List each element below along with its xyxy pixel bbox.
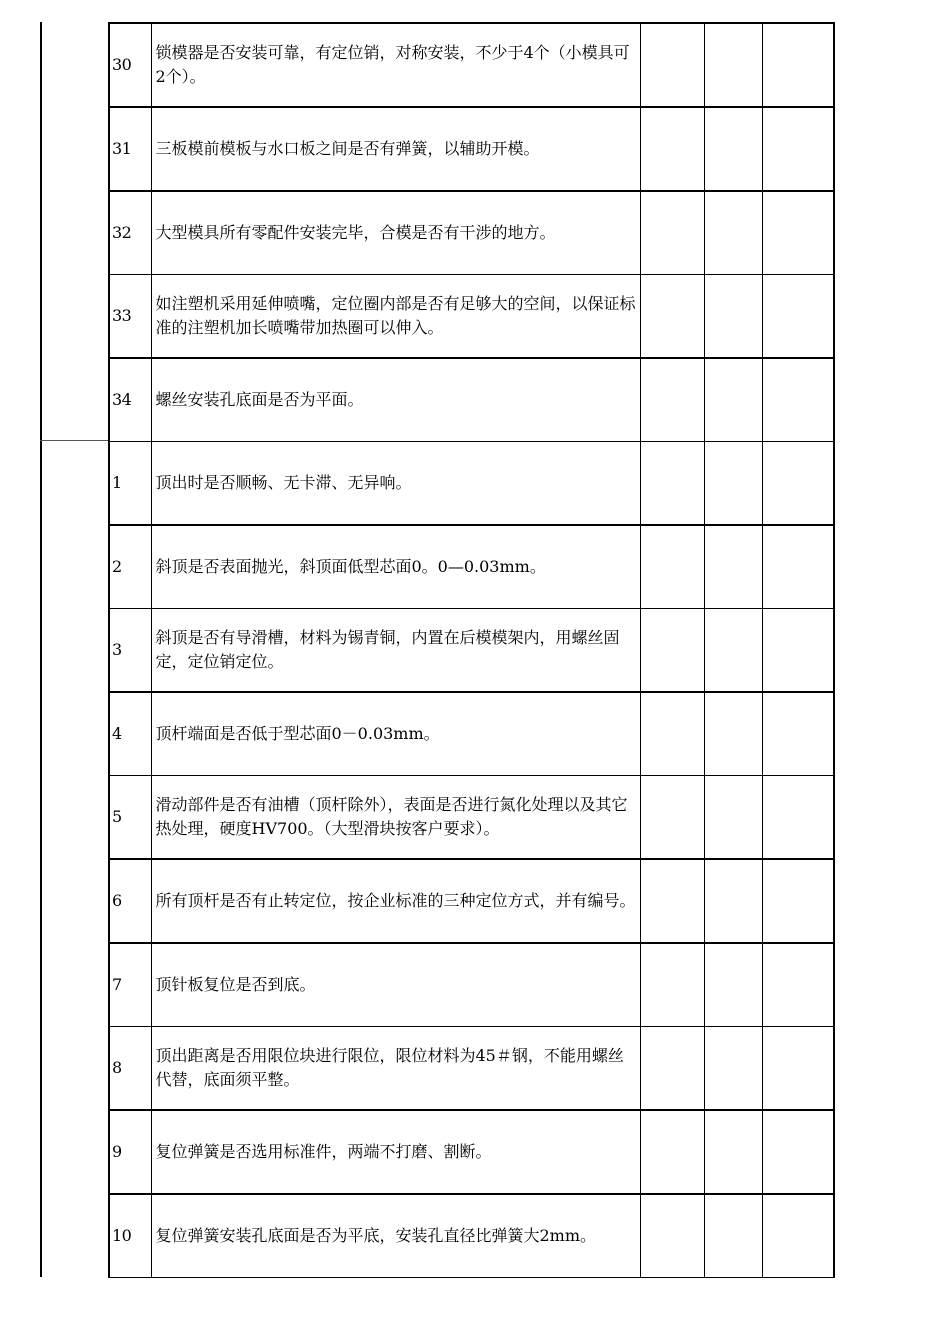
check-cell	[640, 692, 704, 776]
item-description-text: 复位弹簧是否选用标准件，两端不打磨、割断。	[155, 1142, 492, 1161]
check-cell	[762, 1194, 834, 1278]
item-description	[151, 358, 640, 442]
item-description-text: 如注塑机采用延伸喷嘴，定位圈内部是否有足够大的空间，以保证标准的注塑机加长喷嘴带加热圈可以伸入。	[155, 294, 636, 337]
check-cell	[762, 275, 834, 359]
check-cell	[762, 776, 834, 860]
check-cell	[640, 1110, 704, 1194]
section-divider	[40, 440, 110, 441]
item-description	[151, 275, 640, 359]
item-description	[151, 943, 640, 1027]
item-description-text: 顶出距离是否用限位块进行限位，限位材料为45＃钢，不能用螺丝代替，底面须平整。	[155, 1046, 624, 1089]
table-row	[109, 1194, 834, 1278]
check-cell	[762, 943, 834, 1027]
item-description	[151, 107, 640, 191]
item-description-text: 复位弹簧安装孔底面是否为平底，安装孔直径比弹簧大2mm。	[155, 1226, 597, 1245]
check-cell	[762, 1027, 834, 1111]
table-row	[109, 692, 834, 776]
table-row	[109, 1027, 834, 1111]
item-number: 32	[109, 191, 151, 275]
table-row	[109, 525, 834, 609]
check-cell	[762, 525, 834, 609]
item-number: 34	[109, 358, 151, 442]
check-cell	[704, 609, 762, 693]
item-number: 8	[109, 1027, 151, 1111]
item-description	[151, 23, 640, 107]
item-description-text: 螺丝安装孔底面是否为平面。	[155, 390, 364, 409]
item-description	[151, 442, 640, 526]
check-cell	[762, 23, 834, 107]
item-description-text: 滑动部件是否有油槽（顶杆除外），表面是否进行氮化处理以及其它热处理，硬度HV700。（大型滑块按客户要求）。	[155, 795, 628, 838]
item-description	[151, 859, 640, 943]
check-cell	[762, 358, 834, 442]
item-description	[151, 191, 640, 275]
check-cell	[762, 859, 834, 943]
item-description-text: 所有顶杆是否有止转定位，按企业标准的三种定位方式，并有编号。	[155, 891, 636, 910]
check-cell	[640, 442, 704, 526]
check-cell	[704, 776, 762, 860]
check-cell	[762, 191, 834, 275]
check-cell	[704, 859, 762, 943]
item-number: 9	[109, 1110, 151, 1194]
table-row	[109, 191, 834, 275]
item-description-text: 斜顶是否表面抛光，斜顶面低型芯面0。0—0.03mm。	[155, 557, 546, 576]
item-number: 30	[109, 23, 151, 107]
check-cell	[762, 442, 834, 526]
table-row	[109, 1110, 834, 1194]
inspection-checklist-table	[108, 22, 835, 1278]
check-cell	[704, 1110, 762, 1194]
item-number: 33	[109, 275, 151, 359]
check-cell	[762, 692, 834, 776]
check-cell	[640, 275, 704, 359]
item-description	[151, 525, 640, 609]
item-number: 10	[109, 1194, 151, 1278]
check-cell	[704, 275, 762, 359]
check-cell	[640, 776, 704, 860]
table-row	[109, 776, 834, 860]
check-cell	[704, 191, 762, 275]
check-cell	[640, 1194, 704, 1278]
check-cell	[704, 107, 762, 191]
table-row	[109, 358, 834, 442]
item-description	[151, 1194, 640, 1278]
check-cell	[640, 609, 704, 693]
table-row	[109, 107, 834, 191]
item-description-text: 三板模前模板与水口板之间是否有弹簧，以辅助开模。	[155, 139, 540, 158]
table-row	[109, 609, 834, 693]
item-description-text: 顶出时是否顺畅、无卡滞、无异响。	[155, 473, 412, 492]
table-row	[109, 859, 834, 943]
check-cell	[640, 859, 704, 943]
check-cell	[704, 525, 762, 609]
table-row	[109, 275, 834, 359]
item-description-text: 斜顶是否有导滑槽，材料为锡青铜，内置在后模模架内，用螺丝固定，定位销定位。	[155, 628, 620, 671]
item-description-text: 顶杆端面是否低于型芯面0－0.03mm。	[155, 724, 440, 743]
item-number: 6	[109, 859, 151, 943]
item-description	[151, 1110, 640, 1194]
item-description	[151, 1027, 640, 1111]
item-number: 4	[109, 692, 151, 776]
item-description-text: 顶针板复位是否到底。	[155, 975, 316, 994]
check-cell	[704, 943, 762, 1027]
check-cell	[640, 358, 704, 442]
check-cell	[762, 107, 834, 191]
check-cell	[640, 525, 704, 609]
check-cell	[640, 107, 704, 191]
left-border-rule	[40, 22, 42, 1277]
check-cell	[704, 1027, 762, 1111]
check-cell	[762, 1110, 834, 1194]
check-cell	[704, 23, 762, 107]
item-number: 1	[109, 442, 151, 526]
item-description	[151, 609, 640, 693]
check-cell	[762, 609, 834, 693]
item-number: 31	[109, 107, 151, 191]
item-number: 3	[109, 609, 151, 693]
table-row	[109, 943, 834, 1027]
check-cell	[704, 358, 762, 442]
check-cell	[640, 23, 704, 107]
item-number: 5	[109, 776, 151, 860]
table-row	[109, 23, 834, 107]
check-cell	[640, 191, 704, 275]
check-cell	[640, 1027, 704, 1111]
check-cell	[704, 442, 762, 526]
item-description	[151, 692, 640, 776]
check-cell	[704, 692, 762, 776]
table-row	[109, 442, 834, 526]
check-cell	[640, 943, 704, 1027]
item-description	[151, 776, 640, 860]
item-number: 2	[109, 525, 151, 609]
item-number: 7	[109, 943, 151, 1027]
item-description-text: 大型模具所有零配件安装完毕，合模是否有干涉的地方。	[155, 223, 556, 242]
check-cell	[704, 1194, 762, 1278]
item-description-text: 锁模器是否安装可靠，有定位销，对称安装，不少于4个（小模具可2个）。	[155, 43, 630, 86]
